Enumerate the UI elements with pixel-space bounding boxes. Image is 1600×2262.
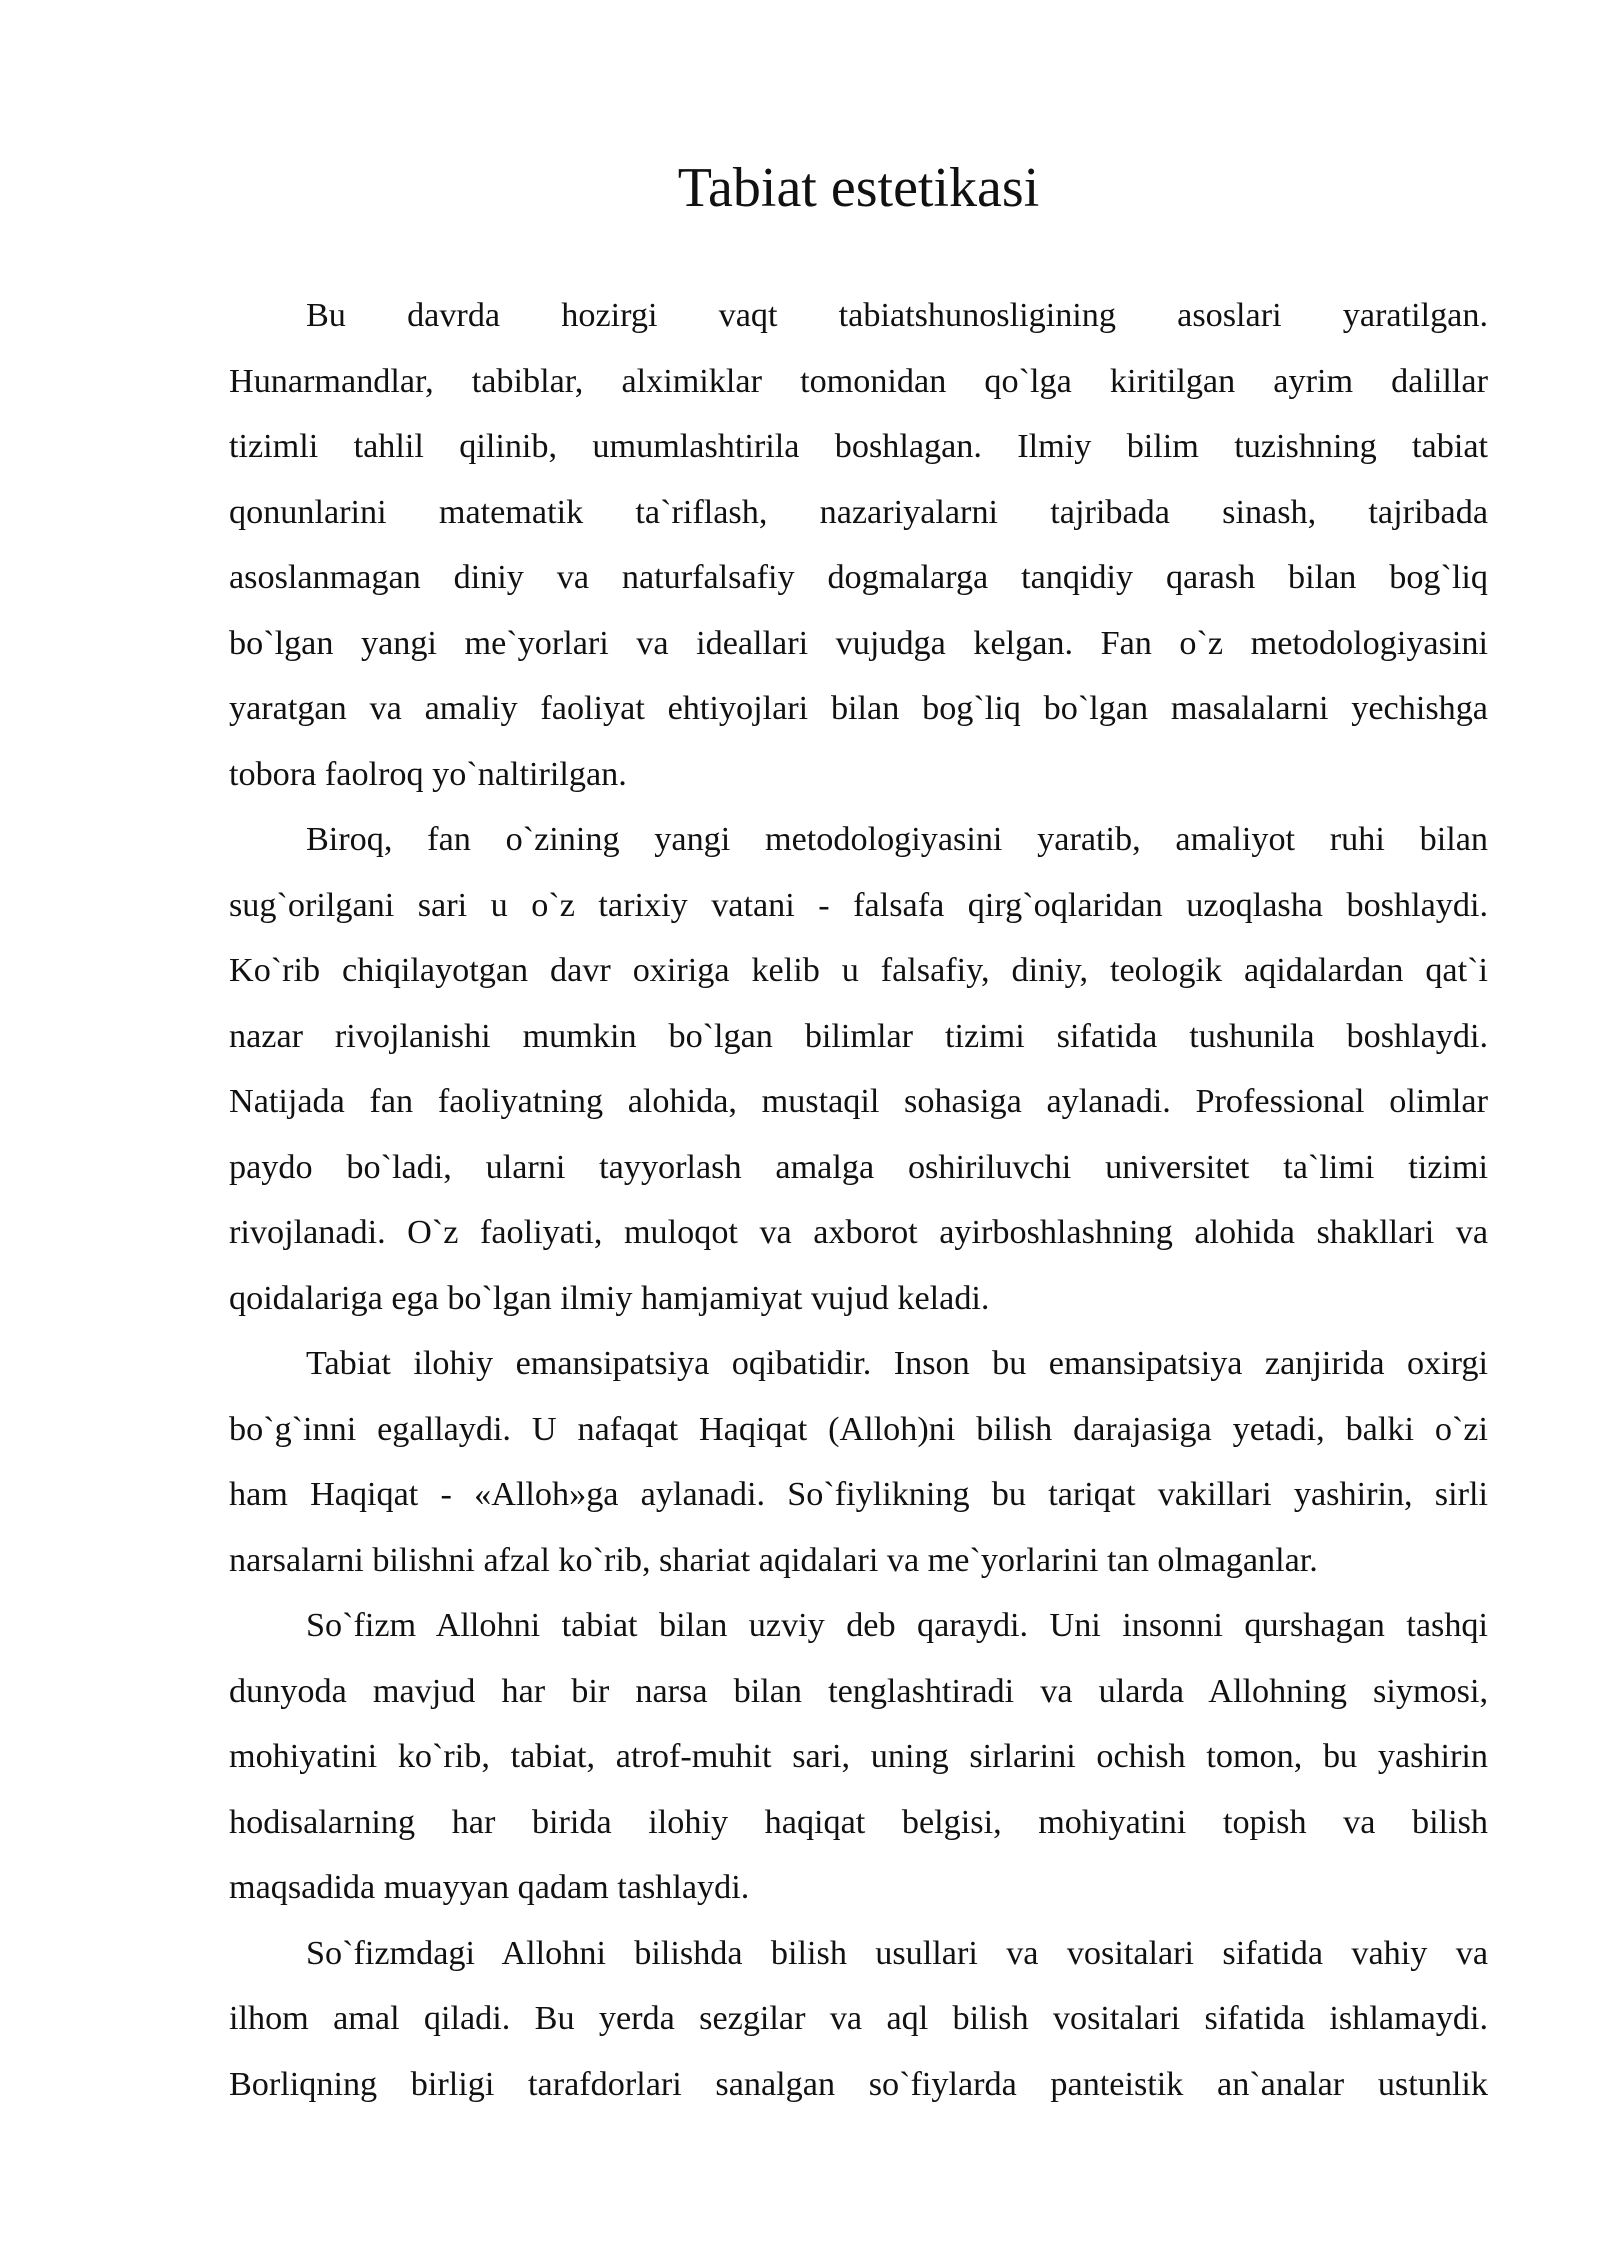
text-line: Hunarmandlar, tabiblar, alximiklar tomonidan qo`lga kiritilgan ayrim dalillar <box>229 362 1488 400</box>
text-line: bo`g`inni egallaydi. U nafaqat Haqiqat (Alloh)ni bilish darajasiga yetadi, balki o`zi <box>229 1410 1488 1448</box>
text-line: So`fizm Allohni tabiat bilan uzviy deb qaraydi. Uni insonni qurshagan tashqi <box>306 1607 1488 1644</box>
document-body <box>229 283 1488 2117</box>
text-line: Ko`rib chiqilayotgan davr oxiriga kelib u falsafiy, diniy, teologik aqidalardan qat`i <box>229 952 1488 989</box>
paragraph-5 <box>229 1921 1488 2118</box>
text-line: Borliqning birligi tarafdorlari sanalgan so`fiylarda panteistik an`analar ustunlik <box>229 2065 1488 2103</box>
text-line: rivojlanadi. O`z faoliyati, muloqot va axborot ayirboshlashning alohida shakllari va <box>229 1214 1488 1251</box>
text-line: qonunlarini matematik ta`riflash, nazariyalarni tajribada sinash, tajribada <box>229 493 1488 531</box>
text-line: Bu davrda hozirgi vaqt tabiatshunosligining asoslari yaratilgan. <box>306 297 1488 334</box>
text-line: dunyoda mavjud har bir narsa bilan tenglashtiradi va ularda Allohning siymosi, <box>229 1672 1488 1710</box>
text-line: Natijada fan faoliyatning alohida, mustaqil sohasiga aylanadi. Professional olimlar <box>229 1083 1488 1120</box>
paragraph-4 <box>229 1593 1488 1921</box>
text-line: yaratgan va amaliy faoliyat ehtiyojlari bilan bog`liq bo`lgan masalalarni yechishga <box>229 690 1488 727</box>
text-line: mohiyatini ko`rib, tabiat, atrof-muhit sari, uning sirlarini ochish tomon, bu yashirin <box>229 1738 1488 1775</box>
text-line: tobora faolroq yo`naltirilgan. <box>229 755 627 793</box>
text-line: ham Haqiqat - «Alloh»ga aylanadi. So`fiylikning bu tariqat vakillari yashirin, sirli <box>229 1476 1488 1513</box>
text-line: sug`orilgani sari u o`z tarixiy vatani - falsafa qirg`oqlaridan uzoqlasha boshlaydi. <box>229 886 1488 924</box>
text-line: Tabiat ilohiy emansipatsiya oqibatidir. Inson bu emansipatsiya zanjirida oxirgi <box>306 1345 1488 1382</box>
paragraph-2 <box>229 807 1488 1331</box>
paragraph-1 <box>229 283 1488 807</box>
text-line: bo`lgan yangi me`yorlari va ideallari vujudga kelgan. Fan o`z metodologiyasini <box>229 624 1488 662</box>
text-line: qoidalariga ega bo`lgan ilmiy hamjamiyat vujud keladi. <box>229 1279 990 1317</box>
text-line: So`fizmdagi Allohni bilishda bilish usullari va vositalari sifatida vahiy va <box>306 1934 1488 1972</box>
text-line: maqsadida muayyan qadam tashlaydi. <box>229 1869 750 1906</box>
text-line: hodisalarning har birida ilohiy haqiqat belgisi, mohiyatini topish va bilish <box>229 1803 1488 1841</box>
paragraph-3 <box>229 1331 1488 1593</box>
text-line: asoslanmagan diniy va naturfalsafiy dogmalarga tanqidiy qarash bilan bog`liq <box>229 559 1488 596</box>
text-line: Biroq, fan o`zining yangi metodologiyasini yaratib, amaliyot ruhi bilan <box>306 821 1488 858</box>
text-line: paydo bo`ladi, ularni tayyorlash amalga oshiriluvchi universitet ta`limi tizimi <box>229 1148 1488 1186</box>
text-line: ilhom amal qiladi. Bu yerda sezgilar va aql bilish vositalari sifatida ishlamaydi. <box>229 2000 1488 2037</box>
page-title: Tabiat estetikasi <box>677 157 1040 219</box>
text-line: nazar rivojlanishi mumkin bo`lgan bilimlar tizimi sifatida tushunila boshlaydi. <box>229 1017 1488 1055</box>
text-line: narsalarni bilishni afzal ko`rib, shariat aqidalari va me`yorlarini tan olmaganlar. <box>229 1541 1318 1579</box>
text-line: tizimli tahlil qilinib, umumlashtirila boshlagan. Ilmiy bilim tuzishning tabiat <box>229 428 1488 465</box>
